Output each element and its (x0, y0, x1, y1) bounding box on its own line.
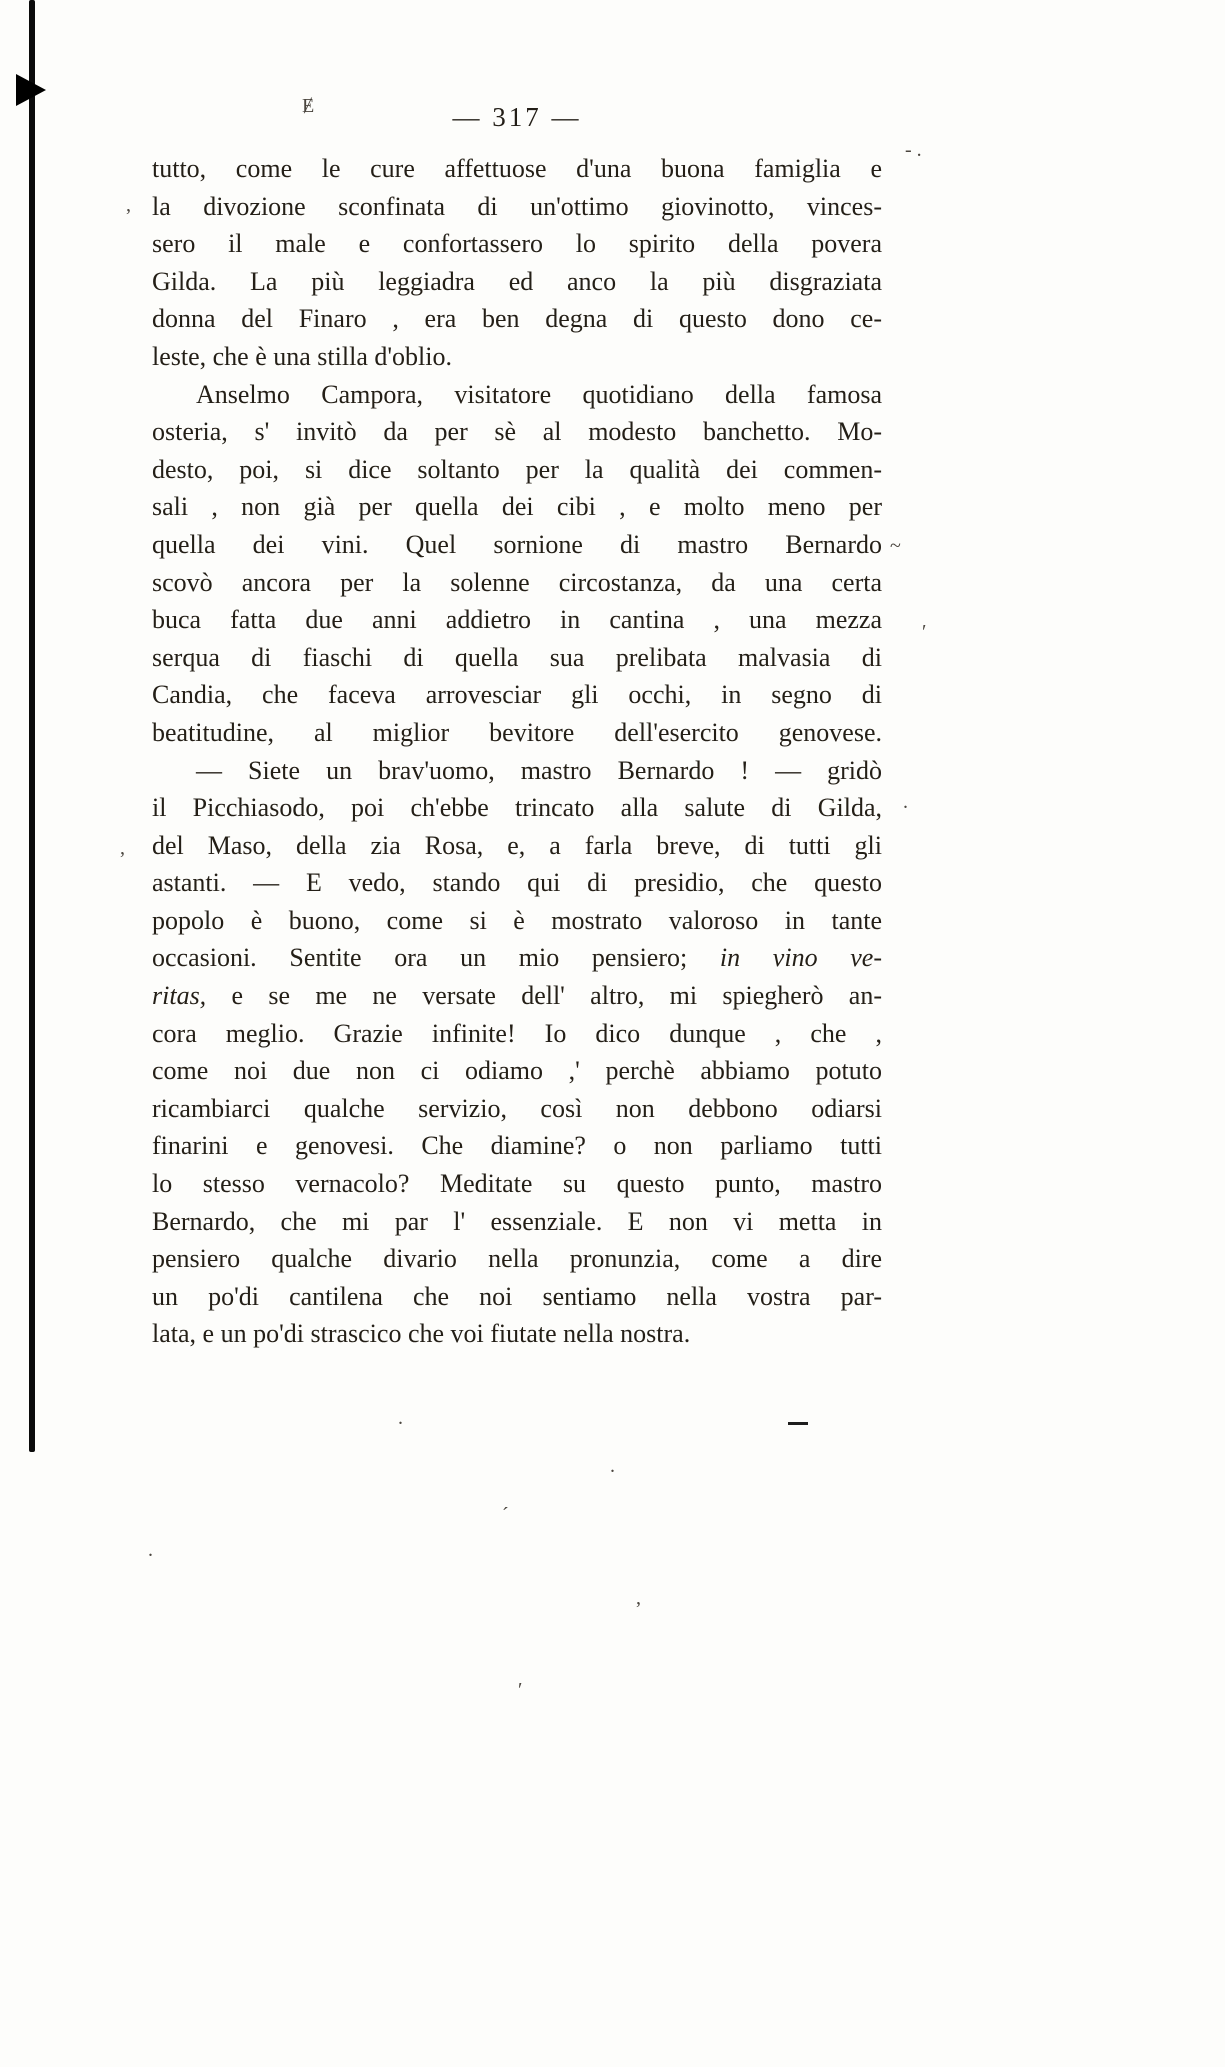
scan-binding-line (29, 0, 35, 1452)
text-segment: beatitudine, al miglior bevitore dell'esercito genovese. (152, 717, 882, 747)
scan-speck: , (636, 1587, 641, 1609)
text-segment: come noi due non ci odiamo ,' perchè abbiamo potuto (152, 1056, 882, 1086)
text-line (152, 864, 882, 902)
text-line (152, 601, 882, 639)
scan-speck: ´ (502, 1504, 509, 1526)
scan-speck: . (398, 1407, 403, 1429)
text-segment-italic: ritas, (152, 981, 207, 1011)
text-segment: astanti. — E vedo, stando qui di presidio, che questo (152, 868, 882, 898)
text-segment: tutto, come le cure affettuose d'una buona famiglia e (152, 154, 882, 183)
text-segment: il Picchiasodo, poi ch'ebbe trincato alla salute di Gilda, (152, 793, 882, 823)
scan-speck: . (610, 1455, 615, 1477)
scan-dash-mark (788, 1422, 808, 1425)
text-line (152, 1240, 882, 1278)
text-segment: ricambiarci qualche servizio, così non debbono odiarsi (152, 1093, 882, 1123)
text-line (152, 752, 882, 790)
text-line (152, 1052, 882, 1090)
text-segment: quella dei vini. Quel sornione di mastro Bernardo (152, 529, 882, 559)
text-segment: buca fatta due anni addietro in cantina , una mezza (152, 605, 882, 635)
text-segment: serqua di fiaschi di quella sua prelibata malvasia di (152, 642, 882, 672)
text-line (152, 827, 882, 865)
text-segment: scovò ancora per la solenne circostanza, da una certa (152, 567, 882, 597)
text-segment: leste, che è una stilla d'oblio. (152, 341, 452, 371)
text-line (152, 1127, 882, 1165)
text-segment-italic: in vino ve- (719, 943, 882, 973)
page-text (152, 150, 882, 1353)
text-segment: e se me ne versate dell' altro, mi spiegherò an- (206, 981, 882, 1011)
text-segment: Bernardo, che mi par l' essenziale. E non vi metta in (152, 1206, 882, 1236)
text-segment: la divozione sconfinata di un'ottimo giovinotto, vinces- (152, 191, 882, 221)
text-segment: sero il male e confortassero lo spirito della povera (152, 229, 882, 259)
text-segment: donna del Finaro , era ben degna di questo dono ce- (152, 304, 882, 334)
text-segment: — Siete un brav'uomo, mastro Bernardo ! — gridò (196, 755, 882, 785)
text-line (152, 564, 882, 602)
text-line (152, 376, 882, 414)
scan-speck: , (120, 837, 125, 859)
text-line (152, 1090, 882, 1128)
text-segment: del Maso, della zia Rosa, e, a farla breve, di tutti gli (152, 830, 882, 860)
text-line (152, 413, 882, 451)
text-segment: popolo è buono, come si è mostrato valoroso in tante (152, 905, 882, 935)
text-segment: osteria, s' invitò da per sè al modesto banchetto. Mo- (152, 417, 882, 447)
text-line (152, 150, 882, 188)
text-line (152, 977, 882, 1015)
scan-speck: ′ (518, 1679, 523, 1701)
text-line (152, 263, 882, 301)
text-line (152, 789, 882, 827)
text-line (152, 1203, 882, 1241)
text-line (152, 451, 882, 489)
text-segment: pensiero qualche divario nella pronunzia, come a dire (152, 1244, 882, 1274)
scan-speck: , (126, 194, 131, 216)
text-line (152, 939, 882, 977)
text-segment: occasioni. Sentite ora un mio pensiero; (152, 943, 720, 973)
text-segment: lo stesso vernacolo? Meditate su questo punto, mastro (152, 1169, 882, 1199)
text-segment: finarini e genovesi. Che diamine? o non parliamo tutti (152, 1131, 882, 1161)
text-line (152, 225, 882, 263)
text-line (152, 300, 882, 338)
text-line (152, 902, 882, 940)
text-segment: Gilda. La più leggiadra ed anco la più disgraziata (152, 266, 882, 296)
scan-speck: ~ (890, 535, 901, 557)
text-segment: sali , non già per quella dei cibi , e molto meno per (152, 492, 882, 522)
page-number: — 317 — (452, 102, 582, 132)
scan-speck: Ɇ (302, 95, 315, 117)
text-line (152, 639, 882, 677)
scan-binding-mark (16, 74, 46, 106)
scan-speck: ′ (922, 621, 927, 643)
text-line (152, 526, 882, 564)
text-line (152, 1165, 882, 1203)
scan-speck: . (148, 1539, 153, 1561)
text-segment: desto, poi, si dice soltanto per la qualità dei commen- (152, 454, 882, 484)
text-line (152, 488, 882, 526)
scan-speck: - . (905, 139, 922, 161)
text-line (152, 714, 882, 752)
text-line (152, 188, 882, 226)
text-segment: un po'di cantilena che noi sentiamo nella vostra par- (152, 1281, 882, 1311)
text-line (152, 1278, 882, 1316)
scan-speck: . (903, 791, 908, 813)
text-segment: lata, e un po'di strascico che voi fiutate nella nostra. (152, 1319, 691, 1349)
text-line (152, 1315, 882, 1353)
text-segment: cora meglio. Grazie infinite! Io dico dunque , che , (152, 1018, 882, 1048)
text-segment: Candia, che faceva arrovesciar gli occhi, in segno di (152, 680, 882, 710)
text-line (152, 338, 882, 376)
text-segment: Anselmo Campora, visitatore quotidiano della famosa (196, 379, 882, 409)
text-line (152, 676, 882, 714)
text-line (152, 1015, 882, 1053)
